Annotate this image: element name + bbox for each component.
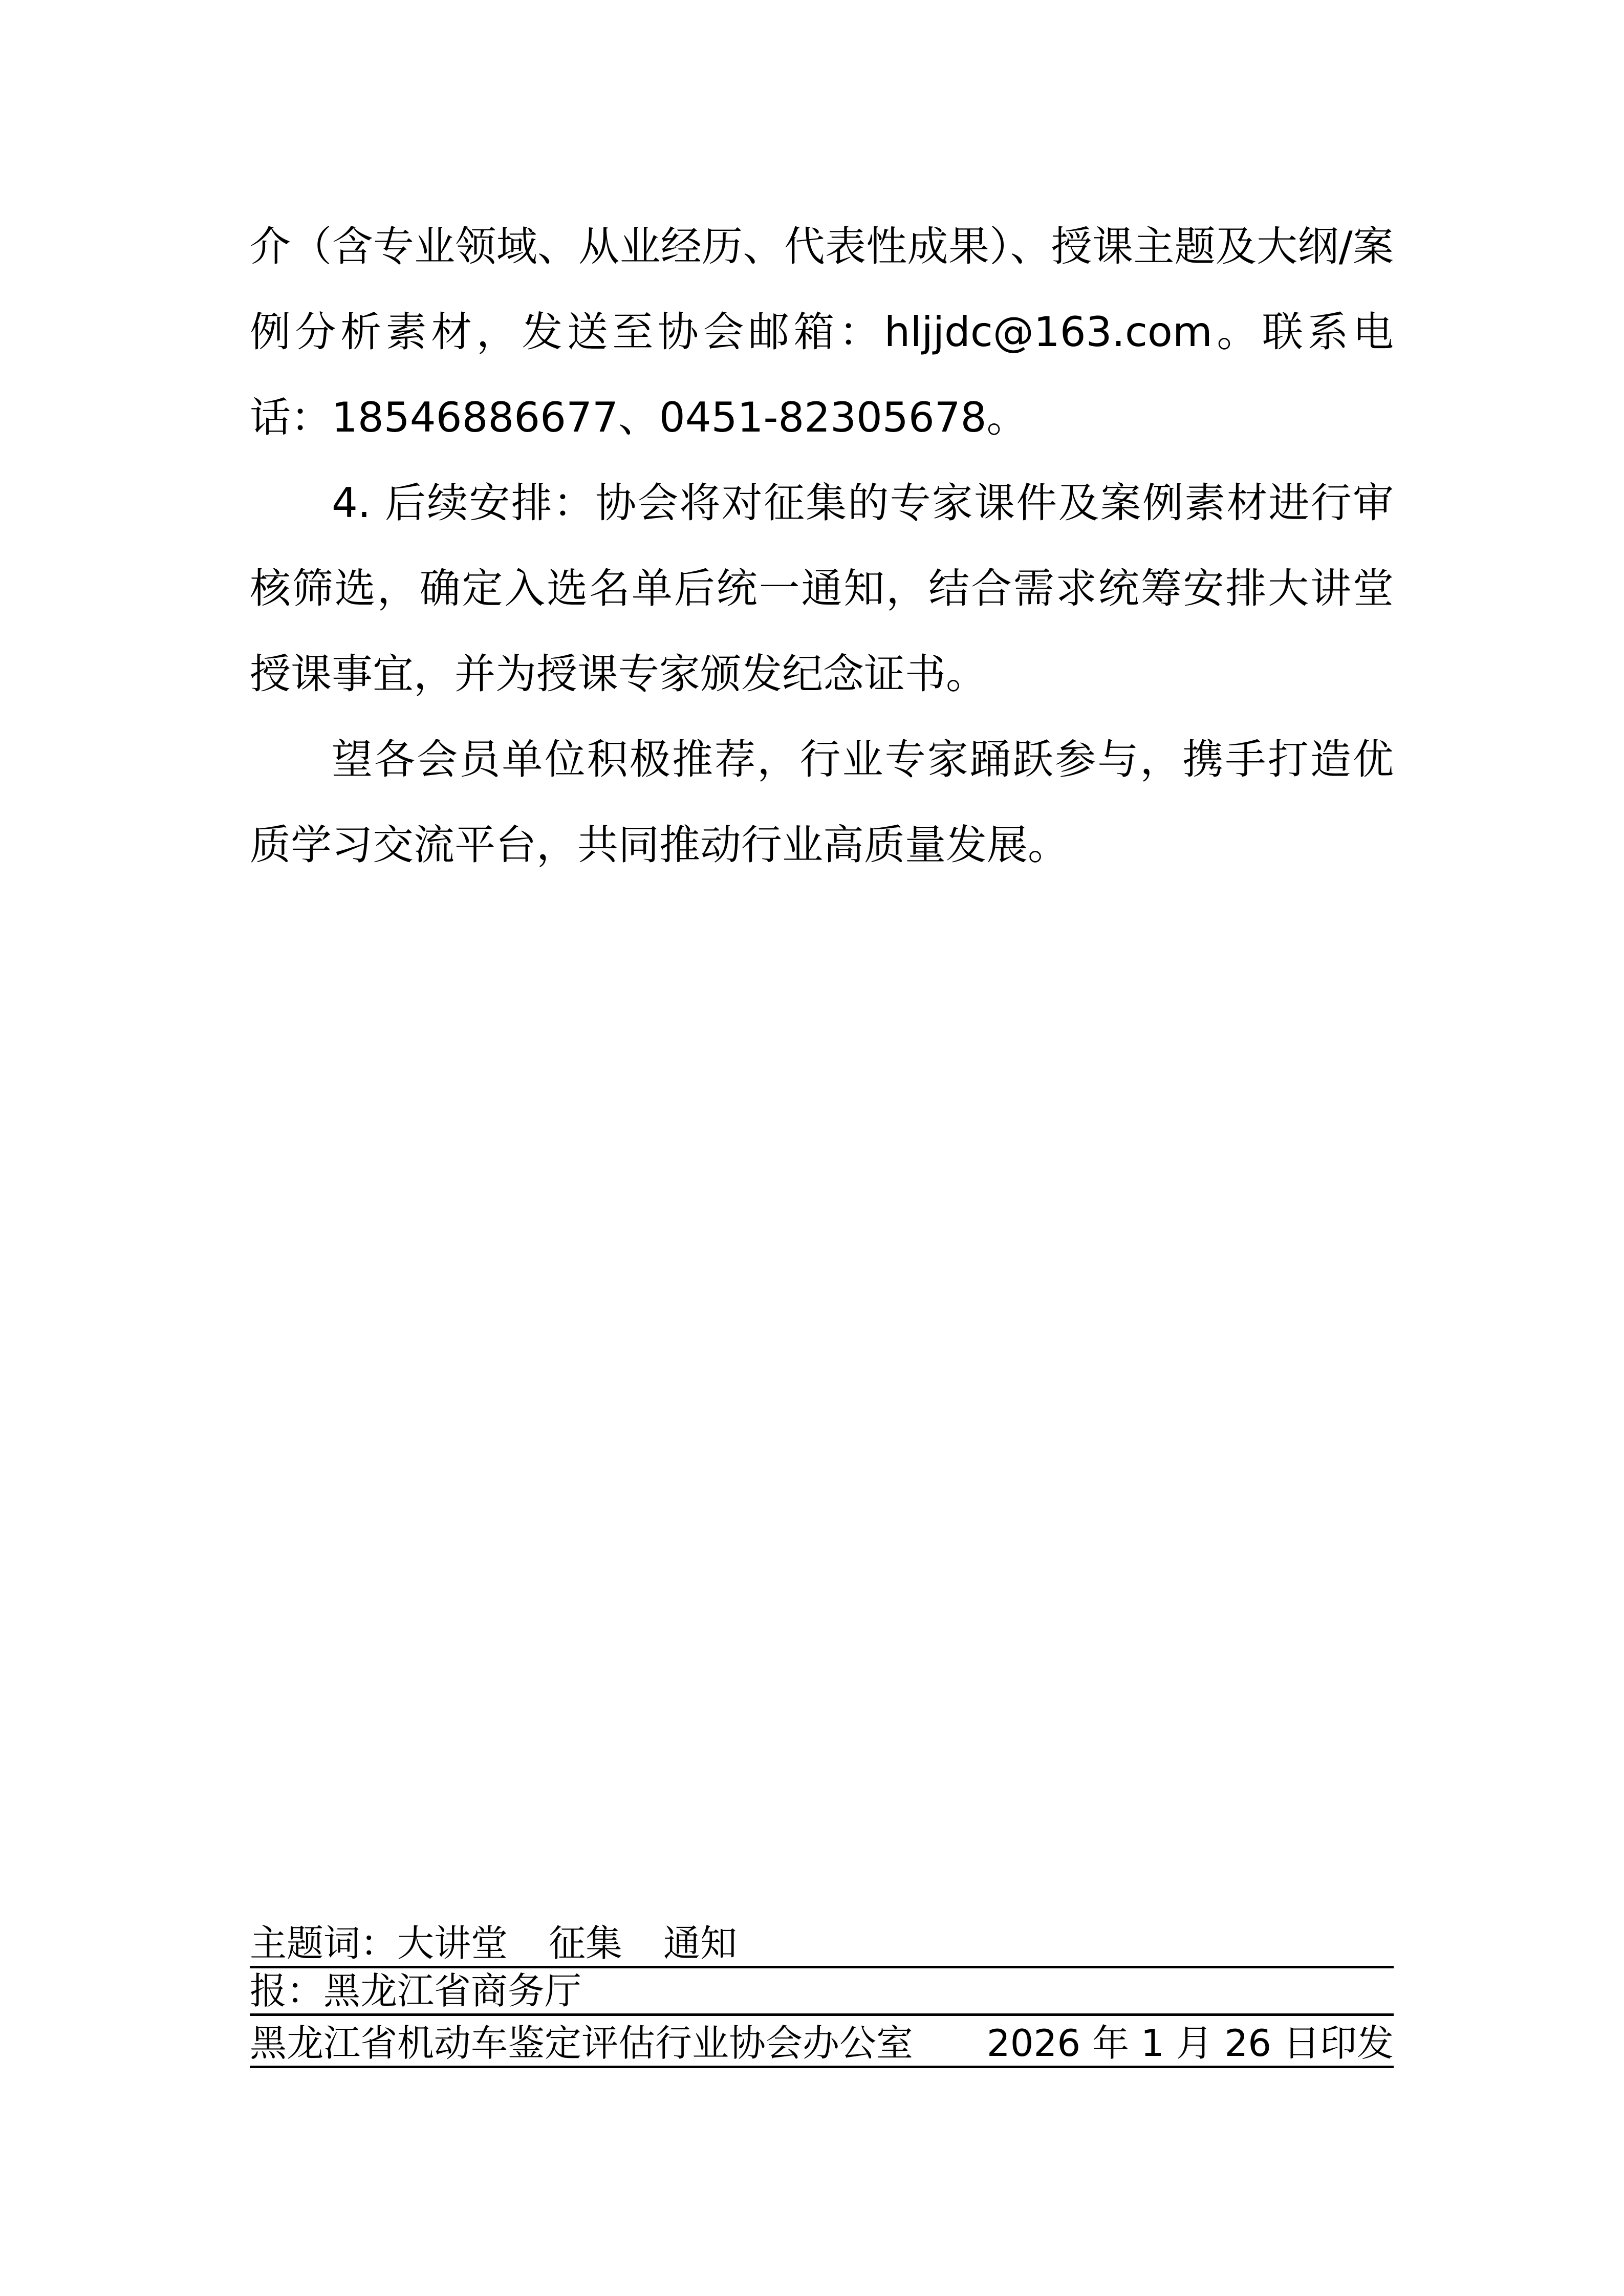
- document-body: [250, 204, 1394, 888]
- footer-report-row: [250, 1968, 1394, 2016]
- footer-issuer-row: [250, 2021, 1394, 2068]
- issuer-name: 黑龙江省机动车鉴定评估行业协会办公室: [250, 2022, 914, 2065]
- paragraph-closing-appeal: 望各会员单位积极推荐，行业专家踊跃参与，携手打造优质学习交流平台，共同推动行业高质量发展。: [250, 736, 1394, 869]
- report-recipient: 黑龙江省商务厅: [323, 1969, 582, 2012]
- footer-keywords-row: [250, 1921, 1394, 1968]
- keyword-item: 大讲堂: [397, 1922, 508, 1965]
- paragraph-submission-contact: 介（含专业领域、从业经历、代表性成果）、授课主题及大纲/案例分析素材，发送至协会邮箱：hljjdc@163.com。联系电话：18546886677、0451-82305678。: [250, 223, 1394, 441]
- keywords-label: 主题词：: [250, 1922, 398, 1965]
- paragraph-follow-up-arrangement: 4. 后续安排：协会将对征集的专家课件及案例素材进行审核筛选，确定入选名单后统一通知，结合需求统筹安排大讲堂授课事宜，并为授课专家颁发纪念证书。: [250, 479, 1394, 698]
- report-label: 报：: [250, 1969, 324, 2012]
- issue-date: 2026 年 1 月 26 日印发: [986, 2022, 1394, 2065]
- keyword-item: 通知: [663, 1922, 738, 1965]
- keyword-item: 征集: [549, 1922, 623, 1965]
